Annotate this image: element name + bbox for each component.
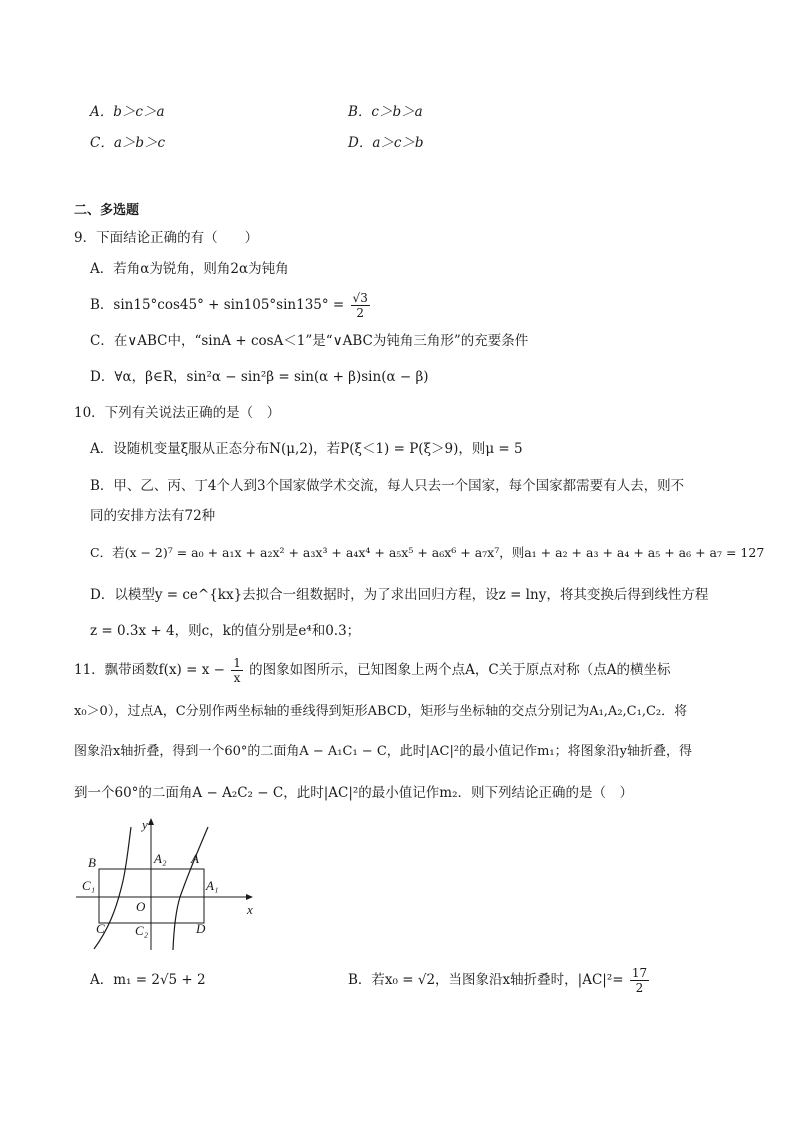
y-axis-arrow-icon xyxy=(148,818,154,825)
q11-line2: x₀＞0），过点A，C分别作两坐标轴的垂线得到矩形ABCD，矩形与坐标轴的交点分别记为A₁,A₂,C₁,C₂．将 xyxy=(74,704,688,719)
q9-option-b xyxy=(90,287,372,323)
label-y: y xyxy=(142,817,148,832)
q9-option-c: C．在∨ABC中，“sinA + cosA＜1”是“∨ABC为钝角三角形”的充要条件 xyxy=(90,333,529,349)
q10-option-d-line1: D．以模型y = ce^{kx}去拟合一组数据时，为了求出回归方程，设z = lny，将其变换后得到线性方程 xyxy=(90,587,709,603)
q11-line1-text-b: 的图象如图所示，已知图象上两个点A，C关于原点对称（点A的横坐标 xyxy=(249,662,671,678)
q9-option-a: A．若角α为锐角，则角2α为钝角 xyxy=(90,261,289,277)
fraction-numerator: √3 xyxy=(352,291,368,305)
label-c: C xyxy=(96,921,105,936)
label-c1: C₁ xyxy=(82,878,96,893)
q9-option-d: D．∀α，β∈R，sin²α − sin²β = sin(α + β)sin(α − β) xyxy=(90,369,429,385)
q11-line4: 到一个60°的二面角A − A₂C₂ − C，此时|AC|²的最小值记作m₂．则下列结论正确的是（ ） xyxy=(74,785,633,801)
q10-option-d-line2: z = 0.3x + 4，则c，k的值分别是e⁴和0.3； xyxy=(90,623,361,639)
label-o: O xyxy=(136,899,146,914)
q8-option-b: B．c＞b＞a xyxy=(348,104,423,120)
label-a2: A₂ xyxy=(154,851,167,866)
fraction-numerator: 1 xyxy=(233,656,241,670)
q11-line1 xyxy=(74,652,671,688)
label-a: A xyxy=(191,851,199,866)
fraction-denominator: 2 xyxy=(356,306,364,320)
q11-line1-text-a: 11．飘带函数f(x) = x − xyxy=(74,662,225,678)
q10-option-b-line2: 同的安排方法有72种 xyxy=(90,508,216,524)
label-c2: C₂ xyxy=(135,923,149,938)
label-a1: A₁ xyxy=(206,878,219,893)
q10-stem: 10．下列有关说法正确的是（ ） xyxy=(74,405,281,421)
q11-line3: 图象沿x轴折叠，得到一个60°的二面角A − A₁C₁ − C，此时|AC|²的最小值记作m₁；将图象沿y轴折叠，得 xyxy=(74,744,692,759)
q8-option-a: A．b＞c＞a xyxy=(90,104,165,120)
q8-option-d: D．a＞c＞b xyxy=(348,135,424,151)
q11-fraction xyxy=(231,657,243,684)
fraction-numerator: 17 xyxy=(631,966,648,980)
label-d: D xyxy=(196,921,206,936)
q9-stem: 9．下面结论正确的有（ ） xyxy=(74,230,259,246)
q10-option-c: C．若(x − 2)⁷ = a₀ + a₁x + a₂x² + a₃x³ + a₄x⁴ + a₅x⁵ + a₆x⁶ + a₇x⁷，则a₁ + a₂ + a₃ + a₄ + a₅ + a₆ + a₇ = 127 xyxy=(90,545,765,560)
fraction-denominator: 2 xyxy=(635,981,644,995)
label-x: x xyxy=(247,902,253,917)
q8-option-c: C．a＞b＞c xyxy=(90,135,166,151)
q11-option-b-fraction xyxy=(630,967,649,994)
q10-option-a: A．设随机变量ξ服从正态分布N(μ,2)，若P(ξ＜1) = P(ξ＞9)，则μ = 5 xyxy=(90,441,523,457)
ribbon-function-figure xyxy=(68,815,258,955)
x-axis-arrow-icon xyxy=(246,894,253,900)
ribbon-function-graph xyxy=(68,815,258,955)
q9-option-b-fraction xyxy=(351,292,370,319)
q9-option-b-text: B．sin15°cos45° + sin105°sin135° = xyxy=(90,297,345,313)
section-title: 二、多选题 xyxy=(74,203,140,218)
q11-option-a: A．m₁ = 2√5 + 2 xyxy=(90,972,206,988)
q10-option-b-line1: B．甲、乙、丙、丁4个人到3个国家做学术交流，每人只去一个国家，每个国家都需要有人去，则不 xyxy=(90,478,685,494)
label-b: B xyxy=(88,855,96,870)
fraction-denominator: x xyxy=(233,671,241,685)
q11-option-b-text: B．若x₀ = √2，当图象沿x轴折叠时，|AC|²= xyxy=(348,972,624,988)
q11-option-b xyxy=(348,962,651,998)
